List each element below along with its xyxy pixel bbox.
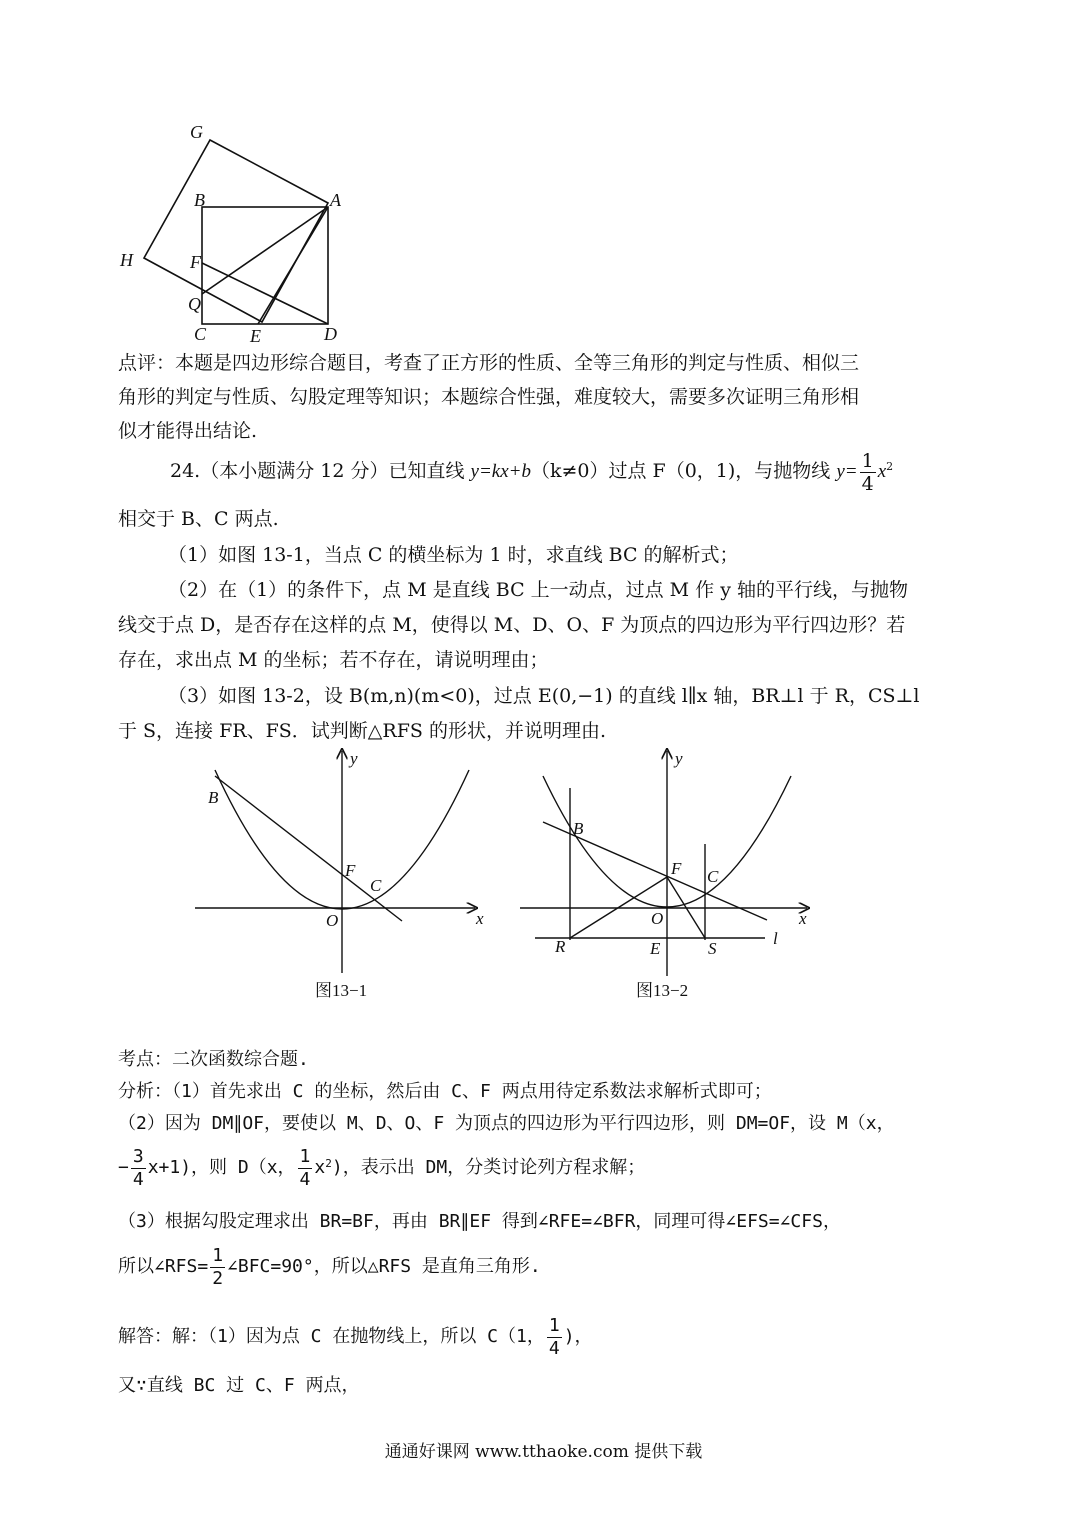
label-Q: Q (188, 294, 201, 314)
fenxi-frac-1-4: $\frac{1}{4}$ (299, 1145, 311, 1190)
q24-part-2b: 线交于点 D，是否存在这样的点 M，使得以 M、D、O、F 为顶点的四边形为平行四边形？若 (118, 614, 906, 636)
comment-line-3: 似才能得出结论. (118, 420, 258, 442)
graph2-x-label: x (799, 909, 807, 928)
graph1-y-label: y (350, 749, 358, 768)
label-D: D (324, 324, 337, 344)
fenxi-3: − $\frac{3}{4}$ x+1)，则 D（x， $\frac{1}{4}$ $x^2$)，表示出 DM，分类讨论列方程求解； (118, 1145, 646, 1190)
label-A: A (330, 190, 341, 210)
q24-line-eq: y=kx+b (470, 461, 531, 482)
q24-statement (170, 448, 893, 495)
q24-part-1: （1）如图 13-1，当点 C 的横坐标为 1 时，求直线 BC 的解析式； (168, 544, 739, 566)
label-B: B (194, 190, 205, 210)
page-footer: 通通好课网 www.tthaoke.com 提供下载 (384, 1442, 703, 1462)
jieda-frac-1-4: $\frac{1}{4}$ (548, 1314, 560, 1359)
comment-line-1: 点评：本题是四边形综合题目，考查了正方形的性质、全等三角形的判定与性质、相似三 (118, 352, 860, 374)
q24-square: 2 (886, 460, 894, 473)
graph2-B: B (573, 819, 584, 838)
q24-part-3a: （3）如图 13-2，设 B(m,n)(m<0)，过点 E(0,−1) 的直线 l∥x 轴，BR⊥l 于 R，CS⊥l (168, 685, 920, 707)
graph2-caption: 图13−2 (636, 981, 689, 1000)
q24-parabola-y: y= (836, 461, 858, 482)
fenxi-2: （2）因为 DM∥OF，要使以 M、D、O、F 为顶点的四边形为平行四边形，则 DM=OF，设 M（x， (118, 1113, 895, 1134)
graph2-S: S (708, 939, 717, 958)
q24-condition: （k≠0）过点 F（0，1)，与抛物线 (530, 460, 837, 482)
graph2-l: l (773, 929, 778, 948)
q24-part-2a: （2）在（1）的条件下，点 M 是直线 BC 上一动点，过点 M 作 y 轴的平行线，与抛物 (168, 579, 908, 601)
fenxi-4: （3）根据勾股定理求出 BR=BF，再由 BR∥EF 得到∠RFE=∠BFR，同理可得∠EFS=∠CFS， (118, 1211, 841, 1232)
fenxi-frac-3-4: $\frac{3}{4}$ (132, 1145, 144, 1190)
graph2-R: R (555, 937, 566, 956)
jieda-line-2: 又∵直线 BC 过 C、F 两点， (118, 1375, 360, 1396)
q24-fraction: $\frac{1}{4}$ (861, 449, 874, 495)
q24-line-2: 相交于 B、C 两点. (118, 508, 279, 530)
label-C: C (194, 324, 207, 344)
q24-parabola-x: x (877, 461, 887, 482)
graph-13-2 (515, 748, 815, 978)
q24-part-3b: 于 S，连接 FR、FS．试判断△RFS 的形状，并说明理由. (118, 720, 606, 742)
square-figure (110, 118, 360, 348)
graph1-caption: 图13−1 (315, 981, 368, 1000)
graph2-E: E (650, 939, 661, 958)
graph1-F: F (345, 861, 356, 880)
fenxi-5: 所以∠RFS= $\frac{1}{2}$ ∠BFC=90°，所以△RFS 是直角三角形. (118, 1244, 541, 1289)
graph1-O: O (326, 911, 339, 930)
fenxi-frac-1-2: $\frac{1}{2}$ (212, 1244, 224, 1289)
jieda: 解答：解：（1）因为点 C 在抛物线上，所以 C（1， $\frac{1}{4}$ )， (118, 1314, 593, 1359)
label-F: F (190, 252, 201, 272)
graph2-F: F (671, 859, 682, 878)
label-G: G (190, 122, 203, 142)
graph1-x-label: x (476, 909, 484, 928)
graph2-O: O (651, 909, 664, 928)
label-H: H (120, 250, 133, 270)
graph2-y-label: y (675, 749, 683, 768)
comment-line-2: 角形的判定与性质、勾股定理等知识；本题综合性强，难度较大，需要多次证明三角形相 (118, 386, 860, 408)
q24-lead: 24.（本小题满分 12 分）已知直线 (170, 460, 471, 482)
graph1-B: B (208, 788, 219, 807)
graph-13-1 (190, 748, 500, 978)
q24-part-2c: 存在，求出点 M 的坐标；若不存在，请说明理由； (118, 649, 549, 671)
label-E: E (250, 326, 261, 346)
kaodian: 考点：二次函数综合题. (118, 1049, 309, 1070)
fenxi-1: 分析：（1）首先求出 C 的坐标，然后由 C、F 两点用待定系数法求解析式即可； (118, 1081, 772, 1102)
graph2-C: C (707, 867, 719, 886)
graph1-C: C (370, 876, 382, 895)
